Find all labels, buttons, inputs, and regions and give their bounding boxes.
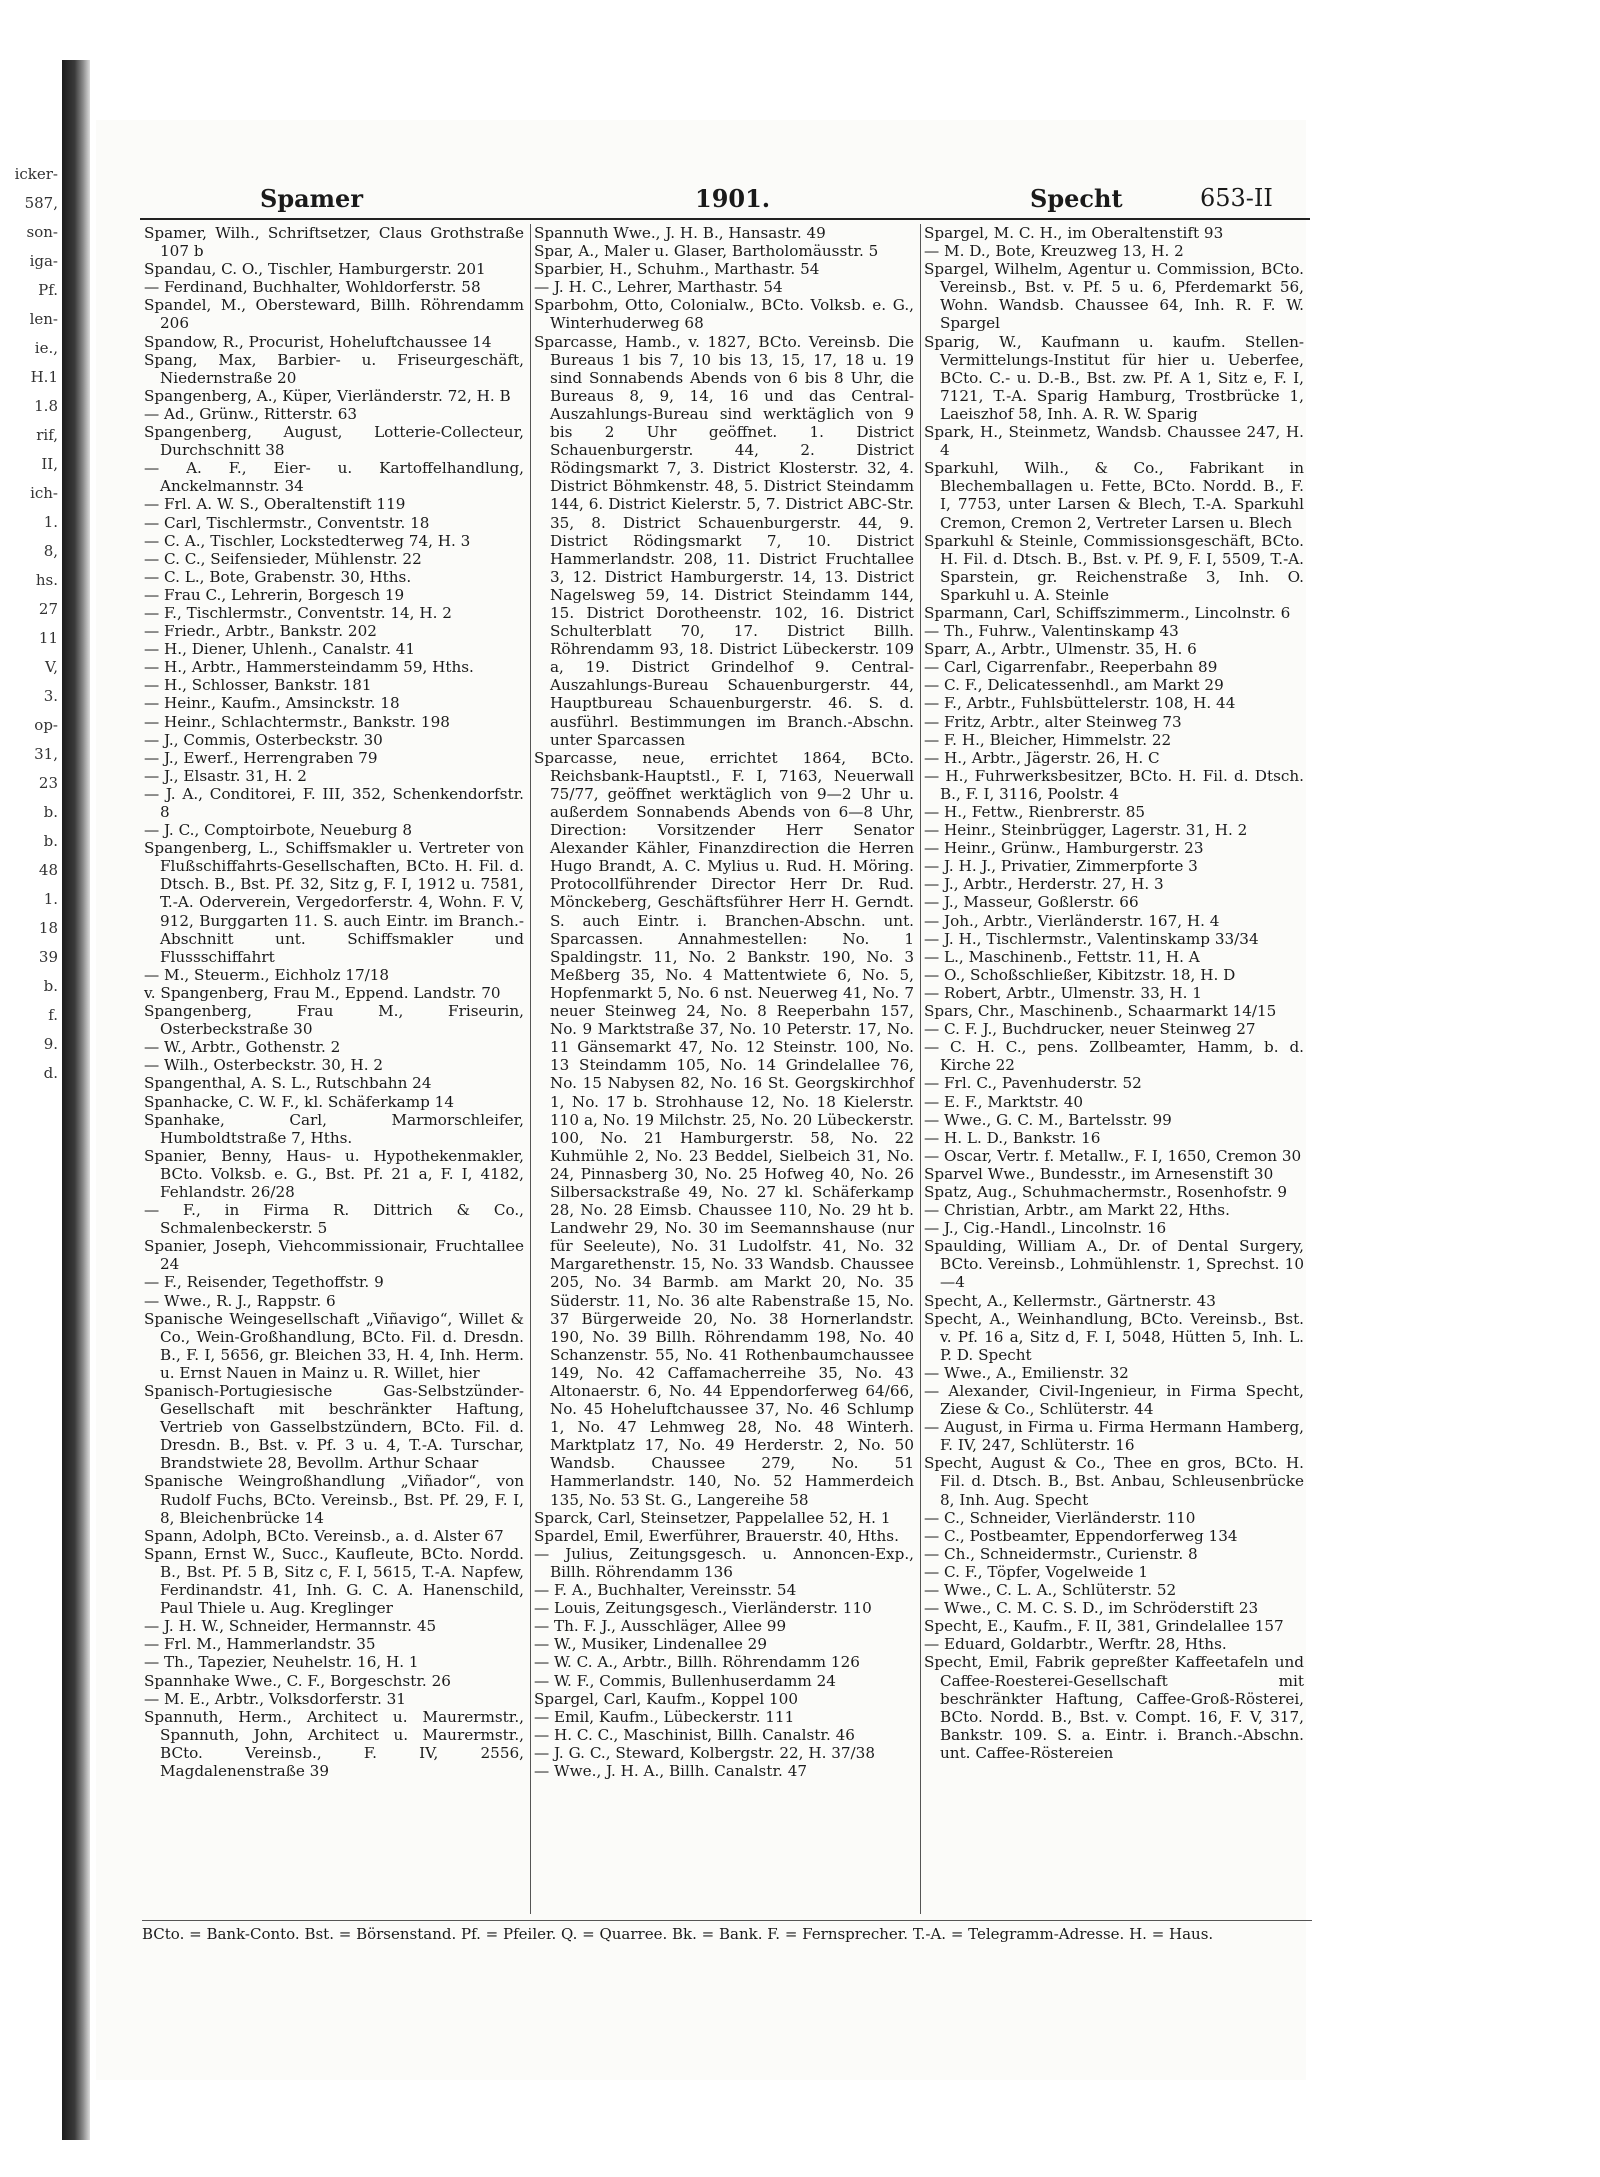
directory-entry: Spar, A., Maler u. Glaser, Bartholomäusstr. 5 xyxy=(534,242,879,261)
directory-entry: Spark, H., Steinmetz, Wandsb. Chaussee 247, H. 4 xyxy=(924,423,1304,460)
directory-entry: — J., Commis, Osterbeckstr. 30 xyxy=(144,730,383,749)
directory-entry: — L., Maschinenb., Fettstr. 11, H. A xyxy=(924,947,1200,966)
header-year: 1901. xyxy=(695,184,771,213)
directory-entry: Sparkuhl & Steinle, Commissionsgeschäft, BCto. H. Fil. d. Dtsch. B., Bst. v. Pf. 9, F. I, 5509, T.-A. Sparstein, gr. Reichenstraße 3, Inh. O. Sparkuhl u. A. Steinle xyxy=(924,531,1304,604)
directory-entry: — Heinr., Steinbrügger, Lagerstr. 31, H. 2 xyxy=(924,821,1248,840)
directory-entry: Spann, Adolph, BCto. Vereinsb., a. d. Alster 67 xyxy=(144,1526,504,1545)
directory-entry: — Robert, Arbtr., Ulmenstr. 33, H. 1 xyxy=(924,983,1202,1002)
column-2 xyxy=(534,224,914,1780)
directory-entry: Spangenthal, A. S. L., Rutschbahn 24 xyxy=(144,1074,432,1093)
prev-page-line: b. xyxy=(43,803,58,821)
directory-entry: Specht, A., Weinhandlung, BCto. Vereinsb., Bst. v. Pf. 16 a, Sitz d, F. I, 5048, Hütten 5, Inh. L. P. D. Specht xyxy=(924,1309,1304,1364)
directory-entry: Spanhake, Carl, Marmorschleifer, Humboldtstraße 7, Hths. xyxy=(144,1110,524,1147)
header-first-entry: Spamer xyxy=(260,184,363,213)
directory-entry: Spannuth Wwe., J. H. B., Hansastr. 49 xyxy=(534,224,826,242)
directory-entry: Spanhacke, C. W. F., kl. Schäferkamp 14 xyxy=(144,1092,455,1111)
directory-entry: Spargel, Carl, Kaufm., Koppel 100 xyxy=(534,1689,798,1708)
directory-entry: — J., Cig.-Handl., Lincolnstr. 16 xyxy=(924,1219,1167,1238)
prev-page-line: 9. xyxy=(43,1035,58,1053)
directory-entry: Spardel, Emil, Ewerführer, Brauerstr. 40, Hths. xyxy=(534,1526,899,1545)
directory-entry: Spangenberg, A., Küper, Vierländerstr. 72, H. B xyxy=(144,386,511,405)
directory-entry: Sparmann, Carl, Schiffszimmerm., Lincolnstr. 6 xyxy=(924,603,1291,622)
directory-entry: — Emil, Kaufm., Lübeckerstr. 111 xyxy=(534,1707,795,1726)
prev-page-line: hs. xyxy=(35,571,58,589)
directory-entry: Specht, August & Co., Thee en gros, BCto. H. Fil. d. Dtsch. B., Bst. Anbau, Schleusenbrücke 8, Inh. Aug. Specht xyxy=(924,1454,1304,1509)
directory-entry: — Wwe., C. L. A., Schlüterstr. 52 xyxy=(924,1581,1177,1600)
directory-entry: Spandel, M., Obersteward, Billh. Röhrendamm 206 xyxy=(144,296,524,333)
directory-entry: — H., Diener, Uhlenh., Canalstr. 41 xyxy=(144,640,416,659)
directory-entry: Sparcasse, neue, errichtet 1864, BCto. Reichsbank-Hauptstl., F. I, 7163, Neuerwall 75/77, geöffnet werktäglich von 9—2 Uhr u. außerdem Sonnabends Abends von 6—8 Uhr, Direction: Vorsitzender Herr Senator Alexander Kähler, Finanzdirection die Herren Hugo Brandt, A. C. Mylius u. Rud. H. Möring. Protocollführender Director Herr Dr. Rud. Mönckeberg, Geschäftsführer Herr H. Gerndt. S. auch Eintr. i. Branchen-Abschn. unt. Sparcassen. Annahmestellen: No. 1 Spaldingstr. 11, No. 2 Bankstr. 190, No. 3 Meßberg 35, No. 4 Mattentwiete 6, No. 5, Hopfenmarkt 5, No. 6 nst. Neuerweg 41, No. 7 neuer Steinweg 24, No. 8 Reeperbahn 157, No. 9 Marktstraße 37, No. 10 Peterstr. 17, No. 11 Gänsemarkt 47, No. 12 Steinstr. 100, No. 13 Steindamm 105, No. 14 Grindelallee 76, No. 15 Nabysen 82, No. 16 St. Georgskirchhof 1, No. 17 b. Strohhause 12, No. 18 Kielerstr. 110 a, No. 19 Milchstr. 25, No. 20 Lübeckerstr. 100, No. 21 Hamburgerstr. 58, No. 22 Kuhmühle 2, No. 23 Beddel, Sielbeich 31, No. 24, Pinnasberg 30, No. 25 Hofweg 40, No. 26 Silbersackstraße 49, No. 27 kl. Schäferkamp 28, No. 28 Eimsb. Chaussee 110, No. 29 ht b. Landwehr 29, No. 30 im Seemannshause (nur für Seeleute), No. 31 Ludolfstr. 41, No. 32 Margarethenstr. 15, No. 33 Wandsb. Chaussee 205, No. 34 Barmb. am Markt 20, No. 35 Süderstr. 11, No. 36 alte Rabenstraße 15, No. 37 Bürgerweide 20, No. 38 Hornerlandstr. 190, No. 39 Billh. Röhrendamm 198, No. 40 Schanzenstr. 55, No. 41 Rothenbaumchaussee 149, No. 42 Caffamacherreihe 35, No. 43 Altonaerstr. 6, No. 44 Eppendorferweg 64/66, No. 45 Hoheluftchaussee 37, No. 46 Schlump 1, No. 47 Lehmweg 28, No. 48 Winterh. Marktplatz 17, No. 49 Herderstr. 2, No. 50 Wandsb. Chaussee 279, No. 51 Hammerlandstr. 140, No. 52 Hammerdeich 135, No. 53 St. G., Langereihe 58 xyxy=(534,748,914,1509)
directory-entry: — C., Schneider, Vierländerstr. 110 xyxy=(924,1508,1196,1527)
directory-entry: — C. C., Seifensieder, Mühlenstr. 22 xyxy=(144,549,422,568)
prev-page-line: II, xyxy=(41,455,58,473)
column-3 xyxy=(924,224,1304,1762)
directory-entry: — J. H., Tischlermstr., Valentinskamp 33/34 xyxy=(924,929,1259,948)
directory-entry: — Carl, Tischlermstr., Conventstr. 18 xyxy=(144,513,430,532)
prev-page-line: 11 xyxy=(38,629,58,647)
directory-entry: Spaulding, William A., Dr. of Dental Surgery, BCto. Vereinsb., Lohmühlenstr. 1, Sprechst. 10—4 xyxy=(924,1237,1304,1292)
directory-entry: — Heinr., Schlachtermstr., Bankstr. 198 xyxy=(144,712,450,731)
prev-page-line: b. xyxy=(43,832,58,850)
prev-page-line: ie., xyxy=(34,339,58,357)
directory-entry: — Wwe., G. C. M., Bartelsstr. 99 xyxy=(924,1110,1172,1129)
directory-entry: — J. H. W., Schneider, Hermannstr. 45 xyxy=(144,1617,437,1636)
directory-entry: Spars, Chr., Maschinenb., Schaarmarkt 14/15 xyxy=(924,1002,1277,1021)
directory-entry: Spargel, Wilhelm, Agentur u. Commission, BCto. Vereinsb., Bst. v. Pf. 5 u. 6, Pferdemarkt 56, Wohn. Wandsb. Chaussee 64, Inh. R. F. W. Spargel xyxy=(924,260,1304,333)
directory-entry: — A. F., Eier- u. Kartoffelhandlung, Anckelmannstr. 34 xyxy=(144,459,524,496)
directory-entry: — Julius, Zeitungsgesch. u. Annoncen-Exp., Billh. Röhrendamm 136 xyxy=(534,1544,914,1581)
directory-entry: — C., Postbeamter, Eppendorferweg 134 xyxy=(924,1526,1238,1545)
directory-entry: — H., Arbtr., Jägerstr. 26, H. C xyxy=(924,748,1160,767)
directory-entry: — F., Arbtr., Fuhlsbüttelerstr. 108, H. 44 xyxy=(924,694,1236,713)
directory-entry: — Heinr., Grünw., Hamburgerstr. 23 xyxy=(924,839,1204,858)
directory-entry: — J., Ewerf., Herrengraben 79 xyxy=(144,748,378,767)
column-divider xyxy=(920,224,921,1914)
directory-entry: — H., Fuhrwerksbesitzer, BCto. H. Fil. d. Dtsch. B., F. I, 3116, Poolstr. 4 xyxy=(924,766,1304,803)
directory-entry: — F. H., Bleicher, Himmelstr. 22 xyxy=(924,730,1172,749)
directory-entry: — C. A., Tischler, Lockstedterweg 74, H. 3 xyxy=(144,531,471,550)
directory-entry: — J., Arbtr., Herderstr. 27, H. 3 xyxy=(924,875,1164,894)
directory-entry: Sparr, A., Arbtr., Ulmenstr. 35, H. 6 xyxy=(924,640,1197,659)
previous-page-fragment xyxy=(0,160,62,2160)
directory-entry: — Th., Fuhrw., Valentinskamp 43 xyxy=(924,622,1179,641)
directory-entry: — J. H. J., Privatier, Zimmerpforte 3 xyxy=(924,857,1198,876)
directory-entry: — J. A., Conditorei, F. III, 352, Schenkendorfstr. 8 xyxy=(144,784,524,821)
prev-page-line: 18 xyxy=(38,919,58,937)
directory-entry: — Wwe., R. J., Rappstr. 6 xyxy=(144,1291,336,1310)
directory-entry: v. Spangenberg, Frau M., Eppend. Landstr. 70 xyxy=(144,983,501,1002)
directory-entry: — C. F., Delicatessenhdl., am Markt 29 xyxy=(924,676,1224,695)
prev-page-line: rif, xyxy=(36,426,58,444)
directory-entry: — H., Fettw., Rienbrerstr. 85 xyxy=(924,803,1146,821)
page-number: 653-II xyxy=(1200,184,1273,212)
prev-page-line: 27 xyxy=(38,600,58,618)
directory-entry: Sparkuhl, Wilh., & Co., Fabrikant in Blechemballagen u. Fette, BCto. Nordd. B., F. I, 7753, unter Larsen & Blech, T.-A. Sparkuhl Cremon, Cremon 2, Vertreter Larsen u. Blech xyxy=(924,459,1304,532)
directory-entry: — O., Schoßschließer, Kibitzstr. 18, H. D xyxy=(924,965,1236,984)
prev-page-line: ich- xyxy=(30,484,58,502)
prev-page-line: 23 xyxy=(38,774,58,792)
directory-entry: Sparig, W., Kaufmann u. kaufm. Stellen-Vermittelungs-Institut für hier u. Ueberfee, BCto. C.- u. D.-B., Bst. zw. Pf. A 1, Sitz e, F. I, 7121, T.-A. Sparig Hamburg, Trostbrücke 1, Laeiszhof 58, Inh. A. R. W. Sparig xyxy=(924,332,1304,423)
directory-entry: Spanische Weingroßhandlung „Viñador“, von Rudolf Fuchs, BCto. Vereinsb., Bst. Pf. 29, F. I, 8, Bleichenbrücke 14 xyxy=(144,1472,524,1527)
directory-entry: — H. C. C., Maschinist, Billh. Canalstr. 46 xyxy=(534,1725,855,1744)
prev-page-line: len- xyxy=(29,310,58,328)
directory-entry: — C. L., Bote, Grabenstr. 30, Hths. xyxy=(144,567,412,586)
prev-page-line: 1.8 xyxy=(34,397,58,415)
header-last-entry: Specht xyxy=(1030,184,1123,213)
directory-entry: — Carl, Cigarrenfabr., Reeperbahn 89 xyxy=(924,658,1218,677)
prev-page-line: 3. xyxy=(43,687,58,705)
directory-entry: — Frau C., Lehrerin, Borgesch 19 xyxy=(144,585,405,604)
directory-entry: — W., Arbtr., Gothenstr. 2 xyxy=(144,1038,341,1057)
directory-entry: — C. H. C., pens. Zollbeamter, Hamm, b. d. Kirche 22 xyxy=(924,1038,1304,1075)
directory-entry: — M., Steuerm., Eichholz 17/18 xyxy=(144,965,390,984)
directory-entry: Spatz, Aug., Schuhmachermstr., Rosenhofstr. 9 xyxy=(924,1182,1288,1201)
directory-entry: — J. C., Comptoirbote, Neueburg 8 xyxy=(144,821,413,840)
prev-page-line: icker- xyxy=(14,165,58,183)
directory-entry: — J. G. C., Steward, Kolbergstr. 22, H. 37/38 xyxy=(534,1743,875,1762)
directory-entry: Spamer, Wilh., Schriftsetzer, Claus Grothstraße 107 b xyxy=(144,224,524,261)
column-1 xyxy=(144,224,524,1780)
prev-page-line: 587, xyxy=(24,194,58,212)
directory-entry: — Frl. C., Pavenhuderstr. 52 xyxy=(924,1074,1142,1093)
directory-entry: Spandau, C. O., Tischler, Hamburgerstr. 201 xyxy=(144,260,486,279)
directory-entry: — Ferdinand, Buchhalter, Wohldorferstr. 58 xyxy=(144,278,481,297)
abbreviation-legend: BCto. = Bank-Conto. Bst. = Börsenstand. Pf. = Pfeiler. Q. = Quarree. Bk. = Bank. F. = Fernsprecher. T.-A. = Telegramm-Adresse. H. = Haus. xyxy=(142,1920,1312,1943)
directory-entry: Spann, Ernst W., Succ., Kaufleute, BCto. Nordd. B., Bst. Pf. 5 B, Sitz c, F. I, 5615, T.-A. Napfew, Ferdinandstr. 41, Inh. G. C. A. Hanenschild, Paul Thiele u. Aug. Kreglinger xyxy=(144,1544,524,1618)
directory-entry: — F., in Firma R. Dittrich & Co., Schmalenbeckerstr. 5 xyxy=(144,1201,524,1238)
prev-page-line: H.1 xyxy=(30,368,58,386)
directory-entry: Spandow, R., Procurist, Hoheluftchaussee 14 xyxy=(144,332,492,351)
book-binding-shadow xyxy=(62,60,90,2140)
directory-page xyxy=(96,120,1306,2080)
directory-entry: Specht, E., Kaufm., F. II, 381, Grindelallee 157 xyxy=(924,1617,1284,1636)
directory-entry: — M. E., Arbtr., Volksdorferstr. 31 xyxy=(144,1689,406,1708)
directory-entry: — Friedr., Arbtr., Bankstr. 202 xyxy=(144,622,377,641)
directory-entry: — M. D., Bote, Kreuzweg 13, H. 2 xyxy=(924,242,1184,261)
directory-entry: — Frl. A. W. S., Oberaltenstift 119 xyxy=(144,495,406,514)
prev-page-line: Pf. xyxy=(38,281,58,299)
directory-entry: — Oscar, Vertr. f. Metallw., F. I, 1650, Cremon 30 xyxy=(924,1146,1302,1165)
prev-page-line: 1. xyxy=(43,890,58,908)
prev-page-line: op- xyxy=(34,716,58,734)
directory-entry: — Th., Tapezier, Neuhelstr. 16, H. 1 xyxy=(144,1653,419,1672)
prev-page-line: b. xyxy=(43,977,58,995)
prev-page-line: V, xyxy=(45,658,58,676)
directory-entry: — W. C. A., Arbtr., Billh. Röhrendamm 126 xyxy=(534,1653,860,1672)
directory-entry: — J., Elsastr. 31, H. 2 xyxy=(144,766,307,785)
directory-entry: — E. F., Marktstr. 40 xyxy=(924,1092,1084,1111)
prev-page-line: son- xyxy=(26,223,58,241)
directory-entry: — J. H. C., Lehrer, Marthastr. 54 xyxy=(534,278,783,297)
directory-entry: — Louis, Zeitungsgesch., Vierländerstr. 110 xyxy=(534,1599,872,1618)
directory-entry: — Ad., Grünw., Ritterstr. 63 xyxy=(144,404,358,423)
prev-page-line: 31, xyxy=(34,745,58,763)
directory-entry: Spanier, Benny, Haus- u. Hypothekenmakler, BCto. Volksb. e. G., Bst. Pf. 21 a, F. I, 4182, Fehlandstr. 26/28 xyxy=(144,1146,524,1201)
directory-entry: Specht, Emil, Fabrik gepreßter Kaffeetafeln und Caffee-Roesterei-Gesellschaft mit beschränkter Haftung, Caffee-Groß-Rösterei, BCto. Nordd. B., Bst. v. Compt. 16, F. V, 317, Bankstr. 109. S. a. Eintr. i. Branch.-Abschn. unt. Caffee-Röstereien xyxy=(924,1653,1304,1762)
header-rule xyxy=(140,218,1310,220)
prev-page-line: 48 xyxy=(38,861,58,879)
directory-entry: — Th. F. J., Ausschläger, Allee 99 xyxy=(534,1617,787,1636)
directory-entry: — Heinr., Kaufm., Amsinckstr. 18 xyxy=(144,694,400,713)
prev-page-line: f. xyxy=(48,1006,58,1024)
directory-entry: — Wwe., A., Emilienstr. 32 xyxy=(924,1363,1129,1382)
directory-entry: — Ch., Schneidermstr., Curienstr. 8 xyxy=(924,1544,1198,1563)
directory-entry: — W. F., Commis, Bullenhuserdamm 24 xyxy=(534,1671,836,1690)
directory-entry: — C. F., Töpfer, Vogelweide 1 xyxy=(924,1562,1148,1581)
directory-entry: Spanier, Joseph, Viehcommissionair, Fruchtallee 24 xyxy=(144,1237,524,1274)
directory-entry: — Wwe., J. H. A., Billh. Canalstr. 47 xyxy=(534,1761,808,1780)
directory-entry: Sparbier, H., Schuhm., Marthastr. 54 xyxy=(534,260,820,279)
prev-page-line: 8, xyxy=(43,542,58,560)
directory-entry: — Joh., Arbtr., Vierländerstr. 167, H. 4 xyxy=(924,911,1220,930)
directory-entry: — Eduard, Goldarbtr., Werftr. 28, Hths. xyxy=(924,1635,1227,1654)
directory-entry: Sparck, Carl, Steinsetzer, Pappelallee 52, H. 1 xyxy=(534,1508,891,1527)
directory-entry: Spargel, M. C. H., im Oberaltenstift 93 xyxy=(924,224,1224,242)
page-header xyxy=(140,184,1310,218)
directory-entry: — August, in Firma u. Firma Hermann Hamberg, F. IV, 247, Schlüterstr. 16 xyxy=(924,1418,1304,1455)
directory-entry: Spangenberg, Frau M., Friseurin, Osterbeckstraße 30 xyxy=(144,1002,524,1039)
directory-entry: Spang, Max, Barbier- u. Friseurgeschäft, Niedernstraße 20 xyxy=(144,350,524,387)
directory-entry: Sparvel Wwe., Bundesstr., im Arnesenstift 30 xyxy=(924,1164,1274,1183)
directory-entry: — F., Reisender, Tegethoffstr. 9 xyxy=(144,1273,384,1292)
directory-entry: Sparcasse, Hamb., v. 1827, BCto. Vereinsb. Die Bureaus 1 bis 7, 10 bis 13, 15, 17, 18 u. 19 sind Sonnabends Abends von 6 bis 8 Uhr, die Bureaus 8, 9, 14, 16 und das Central-Auszahlungs-Bureau sind werktäglich von 9 bis 2 Uhr geöffnet. 1. District Schauenburgerstr. 44, 2. District Rödingsmarkt 7, 3. District Klosterstr. 32, 4. District Böhmkenstr. 48, 5. District Steindamm 144, 6. District Kielerstr. 5, 7. District ABC-Str. 35, 8. District Schauenburgerstr. 44, 9. District Rödingsmarkt 7, 10. District Hammerlandstr. 208, 11. District Fruchtallee 3, 12. District Hamburgerstr. 14, 13. District Nagelsweg 59, 14. District Steindamm 144, 15. District Dorotheenstr. 102, 16. District Schulterblatt 70, 17. District Billh. Röhrendamm 93, 18. District Lübeckerstr. 109 a, 19. District Grindelhof 9. Central-Auszahlungs-Bureau Schauenburgerstr. 44, Hauptbureau Schauenburgerstr. 46. S. d. ausführl. Bestimmungen im Branch.-Abschn. unter Sparcassen xyxy=(534,332,914,749)
prev-page-line: 39 xyxy=(38,948,58,966)
directory-entry: — H., Schlosser, Bankstr. 181 xyxy=(144,676,372,695)
directory-entry: Spanisch-Portugiesische Gas-Selbstzünder-Gesellschaft mit beschränkter Haftung, Vertrieb von Gasselbstzündern, BCto. Fil. d. Dresdn. B., Bst. v. Pf. 3 u. 4, T.-A. Turschar, Brandstwiete 28, Bevollm. Arthur Schaar xyxy=(144,1382,524,1473)
directory-entry: Spannuth, Herm., Architect u. Maurermstr., Spannuth, John, Architect u. Maurermstr., BCto. Vereinsb., F. IV, 2556, Magdalenenstraße 39 xyxy=(144,1707,524,1780)
directory-entry: — Wilh., Osterbeckstr. 30, H. 2 xyxy=(144,1056,384,1075)
directory-entry: — Alexander, Civil-Ingenieur, in Firma Specht, Ziese & Co., Schlüterstr. 44 xyxy=(924,1382,1304,1419)
directory-entry: — Fritz, Arbtr., alter Steinweg 73 xyxy=(924,712,1182,731)
column-divider xyxy=(530,224,531,1914)
directory-entry: — F. A., Buchhalter, Vereinsstr. 54 xyxy=(534,1581,797,1600)
directory-entry: — Frl. M., Hammerlandstr. 35 xyxy=(144,1635,376,1654)
directory-entry: — H., Arbtr., Hammersteindamm 59, Hths. xyxy=(144,658,474,677)
directory-entry: — W., Musiker, Lindenallee 29 xyxy=(534,1635,767,1654)
directory-entry: Spangenberg, L., Schiffsmakler u. Vertreter von Flußschiffahrts-Gesellschaften, BCto. H. Fil. d. Dtsch. B., Bst. Pf. 32, Sitz g, F. I, 1912 u. 7581, T.-A. Oderverein, Vergedorferstr. 4, Wohn. F. V, 912, Burggarten 11. S. auch Eintr. im Branch.-Abschnitt unt. Schiffsmakler und Flussschiffahrt xyxy=(144,839,524,966)
directory-entry: Sparbohm, Otto, Colonialw., BCto. Volksb. e. G., Winterhuderweg 68 xyxy=(534,296,914,333)
directory-entry: — C. F. J., Buchdrucker, neuer Steinweg 27 xyxy=(924,1020,1256,1039)
directory-entry: — J., Masseur, Goßlerstr. 66 xyxy=(924,893,1139,912)
directory-entry: — F., Tischlermstr., Conventstr. 14, H. 2 xyxy=(144,603,452,622)
directory-entry: — H. L. D., Bankstr. 16 xyxy=(924,1128,1101,1147)
directory-entry: Spannhake Wwe., C. F., Borgeschstr. 26 xyxy=(144,1671,451,1690)
directory-entry: Spanische Weingesellschaft „Viñavigo“, Willet & Co., Wein-Großhandlung, BCto. Fil. d. Dresdn. B., F. I, 5656, gr. Bleichen 33, H. 4, Inh. Herm. u. Ernst Nauen in Mainz u. R. Willet, hier xyxy=(144,1309,524,1382)
prev-page-line: 1. xyxy=(43,513,58,531)
directory-entry: — Christian, Arbtr., am Markt 22, Hths. xyxy=(924,1201,1230,1220)
prev-page-line: iga- xyxy=(29,252,58,270)
prev-page-line: d. xyxy=(43,1064,58,1082)
directory-entry: — Wwe., C. M. C. S. D., im Schröderstift 23 xyxy=(924,1599,1259,1618)
directory-entry: Spangenberg, August, Lotterie-Collecteur, Durchschnitt 38 xyxy=(144,423,524,460)
directory-entry: Specht, A., Kellermstr., Gärtnerstr. 43 xyxy=(924,1291,1216,1310)
